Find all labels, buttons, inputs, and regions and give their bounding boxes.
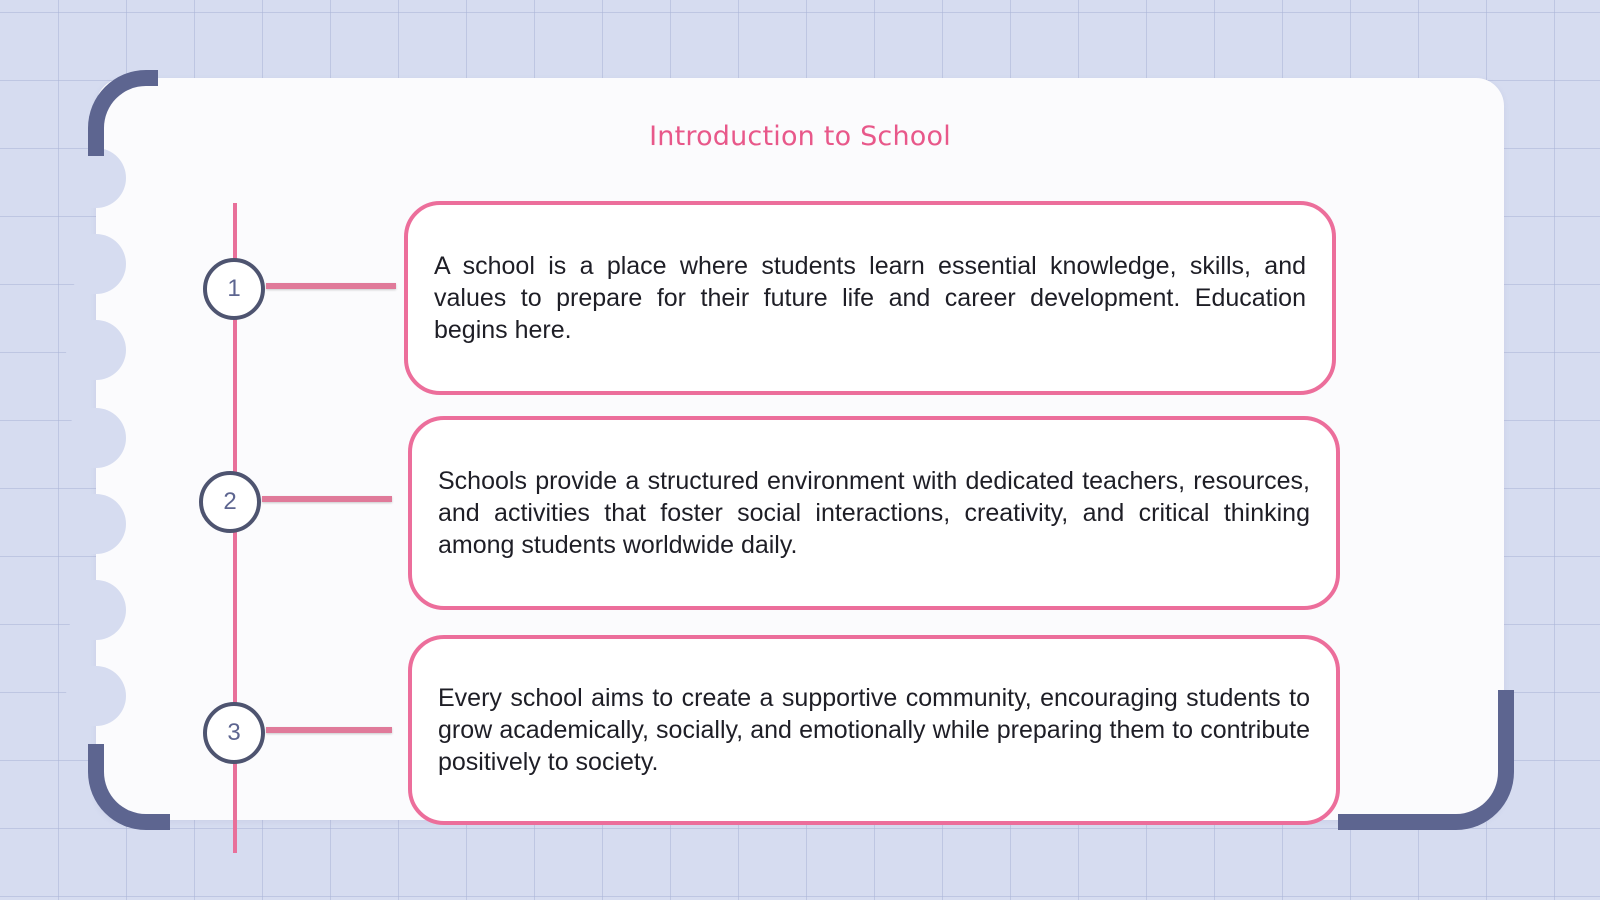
timeline-connector [262,496,392,502]
timeline-connector [266,727,392,733]
corner-bracket-bottom-right [1338,690,1514,830]
paper-scallop [66,234,126,294]
card-text: A school is a place where students learn essential knowledge, skills, and values to prepare for their future life and career development. Education begins here. [434,252,1306,344]
paper-scallop [66,666,126,726]
paper-scallop [66,580,126,640]
timeline-marker [203,702,265,764]
paper-scallop [66,320,126,380]
paper-scallop [66,408,126,468]
timeline-marker [199,471,261,533]
timeline-connector [266,283,396,289]
card-text: Every school aims to create a supportive community, encouraging students to grow academically, socially, and emotionally while preparing them to contribute positively to society. [438,684,1310,776]
timeline-marker [203,258,265,320]
card-text: Schools provide a structured environment with dedicated teachers, resources, and activities that foster social interactions, creativity, and critical thinking among students worldwide daily. [438,467,1310,559]
slide-title: Introduction to School [649,121,951,152]
timeline-card [408,416,1340,610]
corner-bracket-bottom-left [88,744,170,830]
marker-number: 3 [227,719,241,746]
marker-number: 2 [223,488,237,515]
timeline-card [408,635,1340,825]
paper-scallop [66,494,126,554]
timeline-card [404,201,1336,395]
marker-number: 1 [227,275,241,302]
paper-scallop [66,148,126,208]
